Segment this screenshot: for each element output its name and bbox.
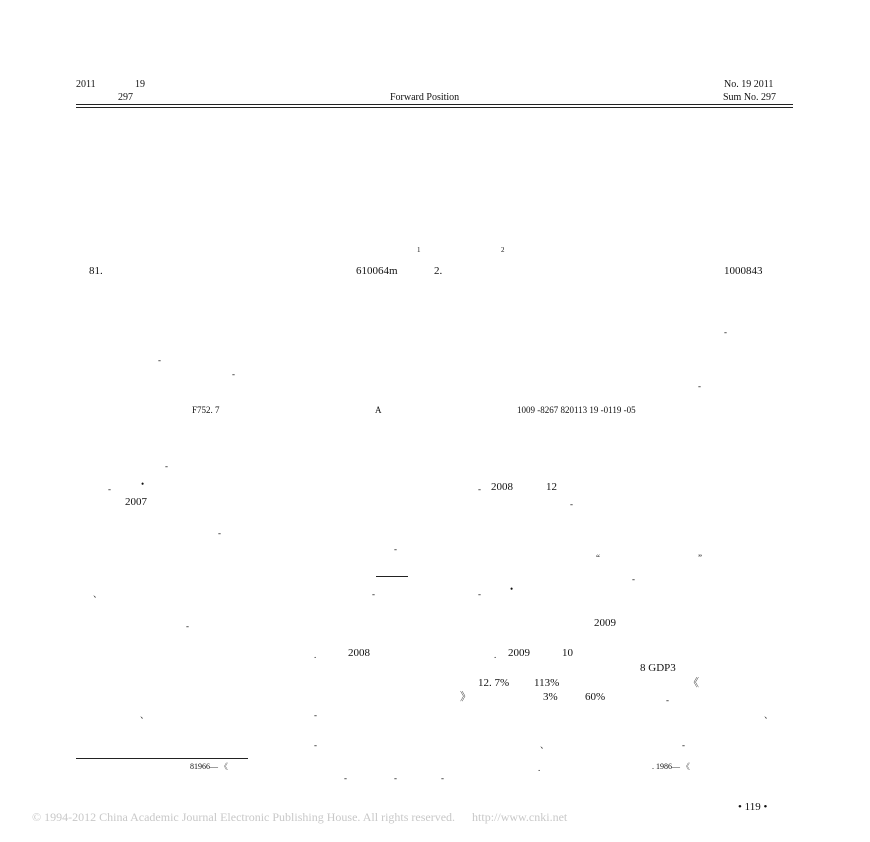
header-rule-top xyxy=(76,104,793,105)
body-mark: 、 xyxy=(93,589,103,599)
body-number-10: 10 xyxy=(562,647,573,659)
body-mark: - xyxy=(478,589,481,599)
copyright-footer xyxy=(32,811,567,823)
cnki-url[interactable]: http://www.cnki.net xyxy=(472,810,568,824)
abstract-mark: - xyxy=(724,327,727,337)
affiliation-2-number: 2. xyxy=(434,265,443,277)
footnote-rule xyxy=(76,758,248,759)
article-id: 1009 -8267 820113 19 -0119 -05 xyxy=(517,405,636,415)
body-year-2009: 2009 xyxy=(594,617,616,629)
body-mark: - xyxy=(108,484,111,494)
body-percent-12-7: 12. 7% xyxy=(478,677,510,689)
abstract-mark: - xyxy=(232,369,235,379)
body-mark: . xyxy=(494,650,497,660)
header-rule-bottom xyxy=(76,107,793,108)
body-year-2008-b: 2008 xyxy=(348,647,370,659)
header-sum-right: Sum No. 297 xyxy=(723,92,777,103)
header-year: 2011 xyxy=(76,79,96,90)
body-book-open: 《 xyxy=(688,677,699,689)
affiliation-2-postcode: 1000843 xyxy=(724,265,763,277)
body-percent-3: 3% xyxy=(543,691,558,703)
body-mark: - xyxy=(165,461,168,471)
clc-number: F752. 7 xyxy=(192,405,220,415)
body-percent-60: 60% xyxy=(585,691,606,703)
body-mark: - xyxy=(632,574,635,584)
affiliation-1-number: 81. xyxy=(89,265,103,277)
abstract-mark: - xyxy=(158,355,161,365)
journal-name: Forward Position xyxy=(390,92,460,103)
body-mark: - xyxy=(570,499,573,509)
author-sup-2: 2 xyxy=(501,246,505,254)
body-mark: - xyxy=(478,484,481,494)
body-open-quote: “ xyxy=(596,553,600,563)
body-year-2007: 2007 xyxy=(125,496,147,508)
body-mark: - xyxy=(682,740,685,750)
body-bullet: • xyxy=(141,479,145,489)
footnote-mark: - xyxy=(441,773,444,783)
body-underline xyxy=(376,576,408,577)
abstract-mark: - xyxy=(698,381,701,391)
header-issue-right: No. 19 2011 xyxy=(724,79,774,90)
document-code: A xyxy=(375,405,382,415)
body-gdp: 8 GDP3 xyxy=(640,662,676,674)
affiliation-1-postcode: 610064m xyxy=(356,265,398,277)
body-percent-113: 113% xyxy=(534,677,560,689)
body-mark: - xyxy=(218,528,221,538)
header-issue: 19 xyxy=(135,79,145,90)
body-close-quote: ” xyxy=(698,553,702,563)
body-mark: - xyxy=(314,710,317,720)
body-mark: 、 xyxy=(764,710,774,720)
page-number: • 119 • xyxy=(738,801,768,813)
body-mark: - xyxy=(666,695,669,705)
body-bullet: • xyxy=(510,584,514,594)
footnote-mark: . xyxy=(538,763,541,773)
footnote-mark: - xyxy=(394,773,397,783)
body-mark: - xyxy=(372,589,375,599)
body-mark: - xyxy=(186,621,189,631)
footnote-author-1: 81966— 《 xyxy=(190,762,228,771)
footnote-author-2: . 1986— 《 xyxy=(652,762,690,771)
body-mark: - xyxy=(394,544,397,554)
body-mark: - xyxy=(314,740,317,750)
header-sum: 297 xyxy=(118,92,133,103)
body-mark: 、 xyxy=(140,710,150,720)
body-year-2008: 2008 xyxy=(491,481,513,493)
author-sup-1: 1 xyxy=(417,246,421,254)
body-year-2009-b: 2009 xyxy=(508,647,530,659)
body-number-12: 12 xyxy=(546,481,557,493)
body-mark: . xyxy=(314,650,317,660)
body-mark: 、 xyxy=(540,740,550,750)
footnote-mark: - xyxy=(344,773,347,783)
body-book-close: 》 xyxy=(460,691,471,703)
copyright-text: © 1994-2012 China Academic Journal Electronic Publishing House. All rights reserved. xyxy=(32,810,456,824)
